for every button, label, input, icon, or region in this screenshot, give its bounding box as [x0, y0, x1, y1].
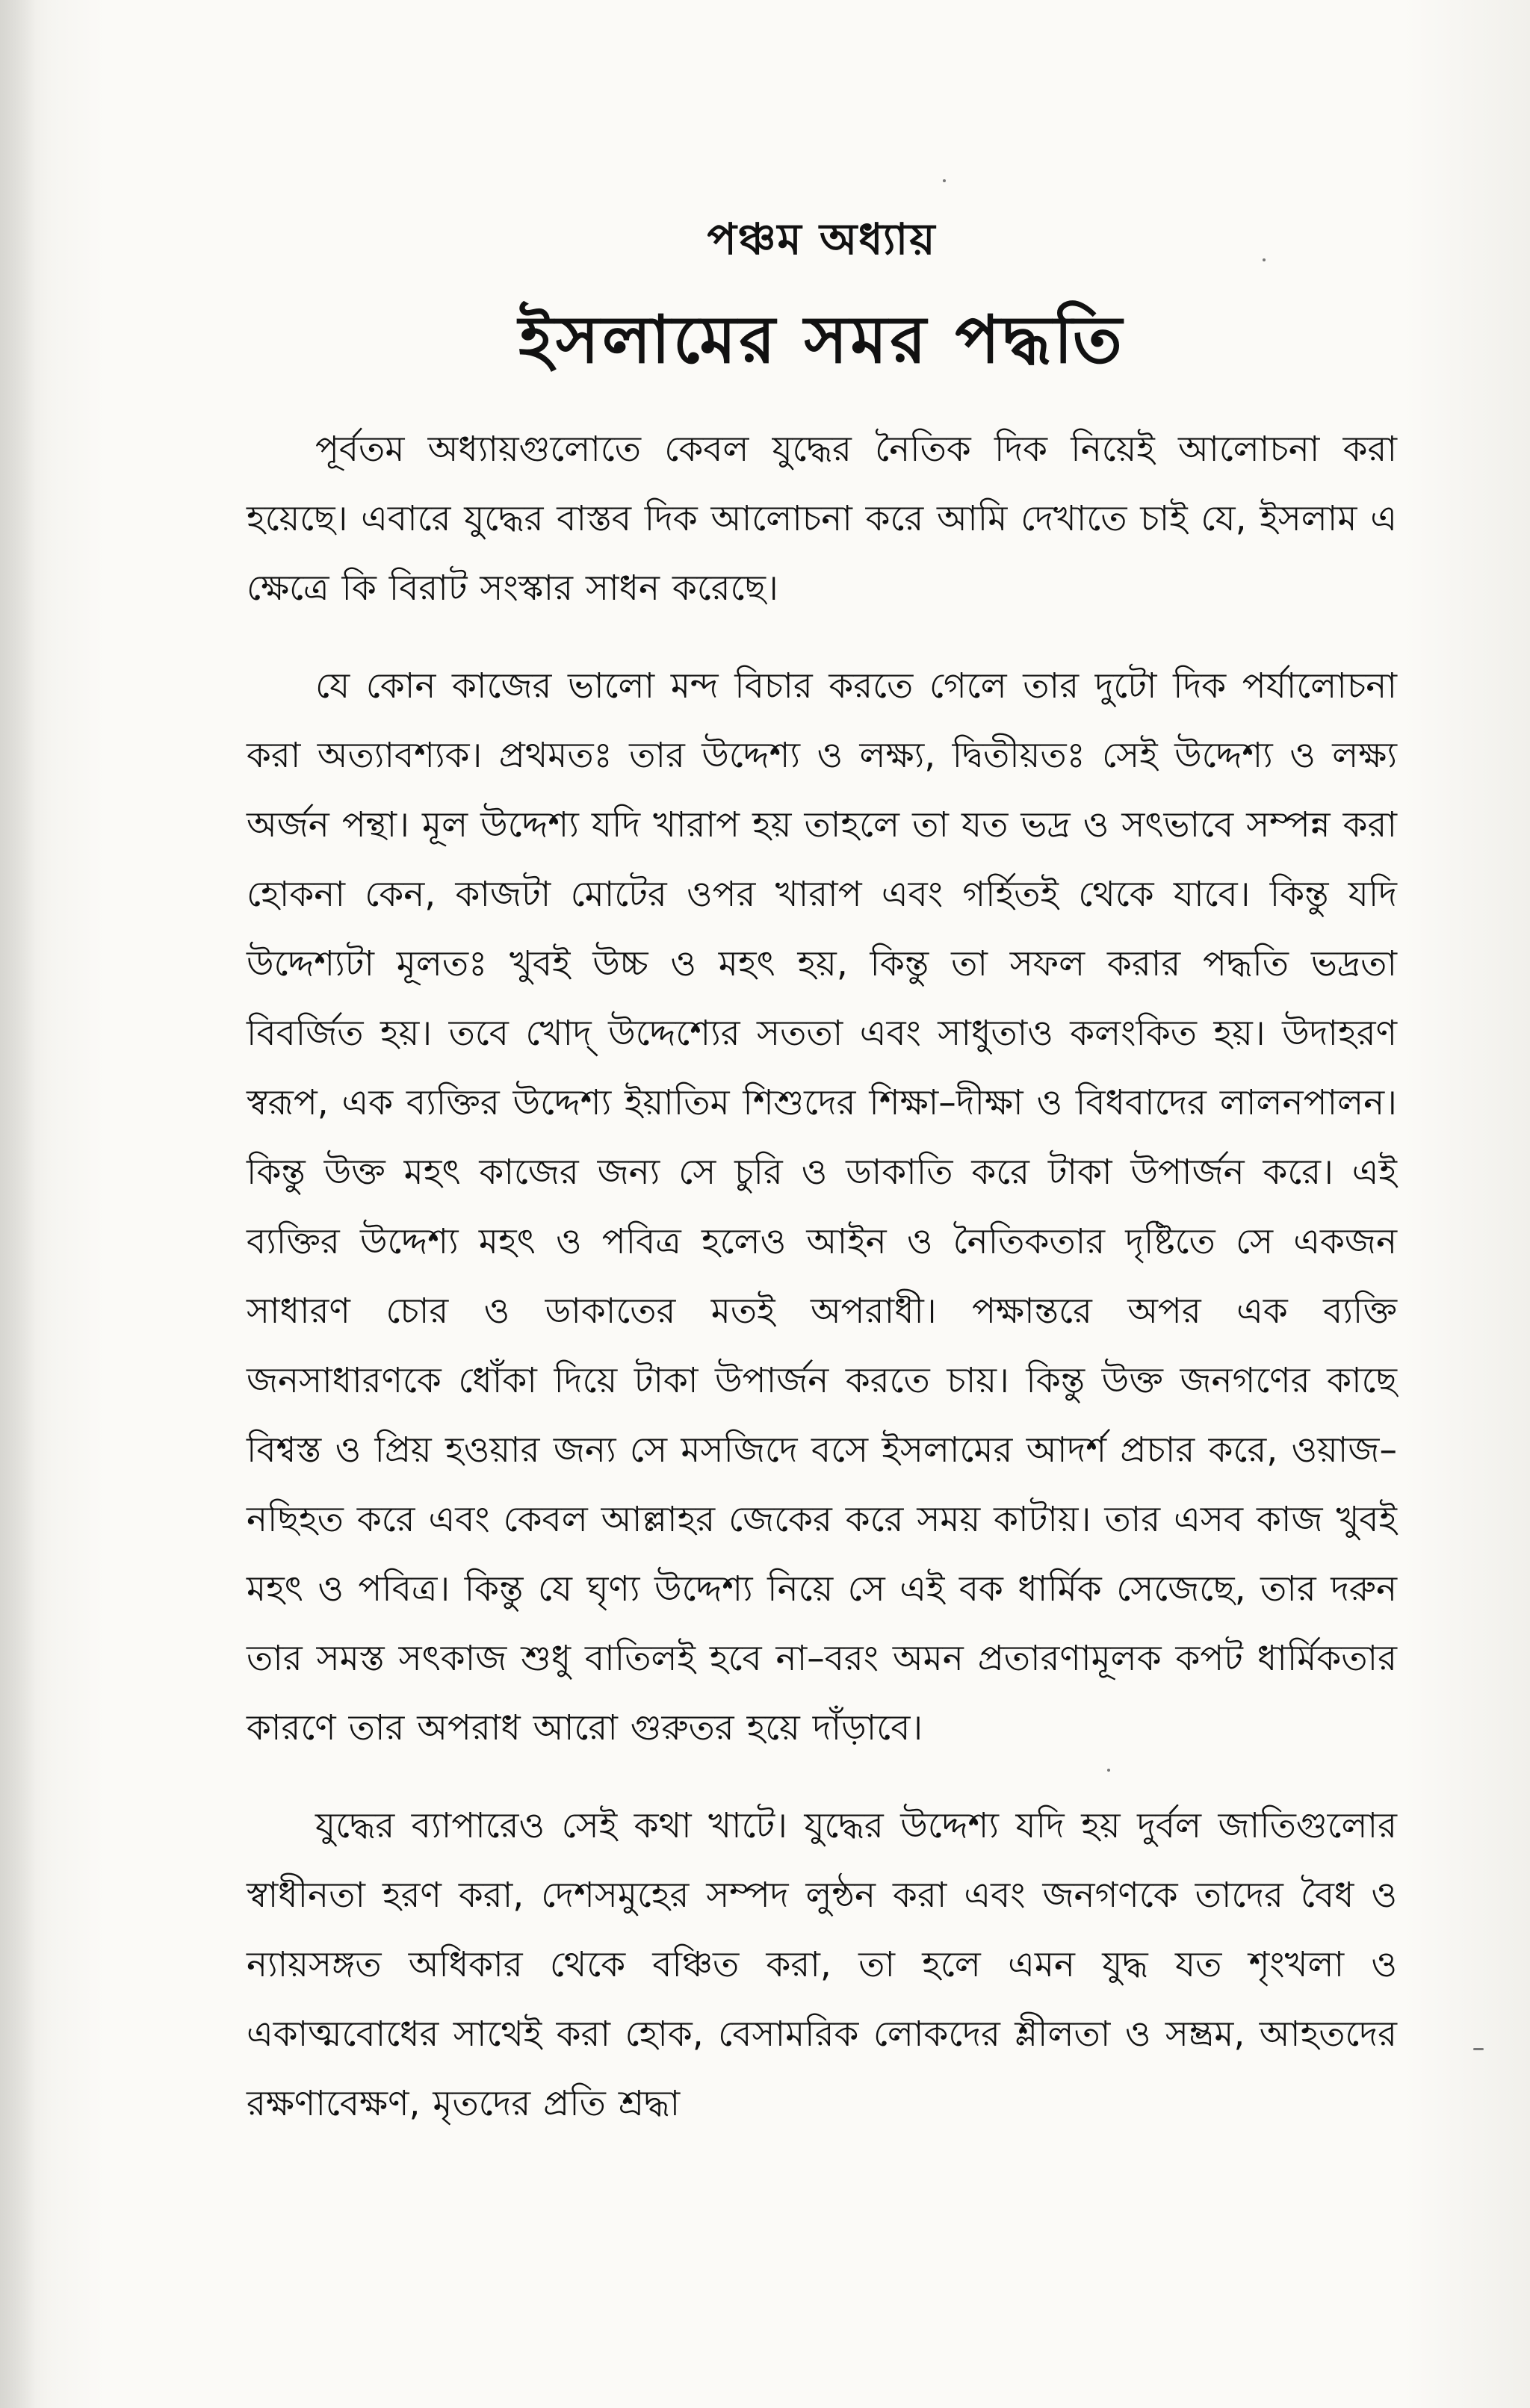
chapter-title: ইসলামের সমর পদ্ধতি	[518, 301, 1125, 378]
page-content	[247, 209, 1397, 2138]
chapter-label: পঞ্চম অধ্যায়	[707, 214, 937, 264]
paragraph-2: যে কোন কাজের ভালো মন্দ বিচার করতে গেলে তার দুটো দিক পর্যালোচনা করা অত্যাবশ্যক। প্রথমতঃ তার উদ্দেশ্য ও লক্ষ্য, দ্বিতীয়তঃ সেই উদ্দেশ্য ও লক্ষ্য অর্জন পন্থা। মূল উদ্দেশ্য যদি খারাপ হয় তাহলে তা যত ভদ্র ও সৎভাবে সম্পন্ন করা হোকনা কেন, কাজটা মোটের ওপর খারাপ এবং গর্হিতই থেকে যাবে। কিন্তু যদি উদ্দেশ্যটা মূলতঃ খুবই উচ্চ ও মহৎ হয়, কিন্তু তা সফল করার পদ্ধতি ভদ্রতা বিবর্জিত হয়। তবে খোদ্ উদ্দেশ্যের সততা এবং সাধুতাও কলংকিত হয়। উদাহরণ স্বরূপ, এক ব্যক্তির উদ্দেশ্য ইয়াতিম শিশুদের শিক্ষা–দীক্ষা ও বিধবাদের লালনপালন। কিন্তু উক্ত মহৎ কাজের জন্য সে চুরি ও ডাকাতি করে টাকা উপার্জন করে। এই ব্যক্তির উদ্দেশ্য মহৎ ও পবিত্র হলেও আইন ও নৈতিকতার দৃষ্টিতে সে একজন সাধারণ চোর ও ডাকাতের মতই অপরাধী। পক্ষান্তরে অপর এক ব্যক্তি জনসাধারণকে ধোঁকা দিয়ে টাকা উপার্জন করতে চায়। কিন্তু উক্ত জনগণের কাছে বিশ্বস্ত ও প্রিয় হওয়ার জন্য সে মসজিদে বসে ইসলামের আদর্শ প্রচার করে, ওয়াজ–নছিহত করে এবং কেবল আল্লাহর জেকের করে সময় কাটায়। তার এসব কাজ খুবই মহৎ ও পবিত্র। কিন্তু যে ঘৃণ্য উদ্দেশ্য নিয়ে সে এই বক ধার্মিক সেজেছে, তার দরুন তার সমস্ত সৎকাজ শুধু বাতিলই হবে না–বরং অমন প্রতারণামূলক কপট ধার্মিকতার কারণে তার অপরাধ আরো গুরুতর হয়ে দাঁড়াবে।	[247, 665, 1397, 1748]
paragraph-1: পূর্বতম অধ্যায়গুলোতে কেবল যুদ্ধের নৈতিক দিক নিয়েই আলোচনা করা হয়েছে। এবারে যুদ্ধের বাস্তব দিক আলোচনা করে আমি দেখাতে চাই যে, ইসলাম এ ক্ষেত্রে কি বিরাট সংস্কার সাধন করেছে।	[247, 429, 1397, 609]
page-gutter-shadow	[0, 0, 36, 2408]
paragraph-3: যুদ্ধের ব্যাপারেও সেই কথা খাটে। যুদ্ধের উদ্দেশ্য যদি হয় দুর্বল জাতিগুলোর স্বাধীনতা হরণ করা, দেশসমুহের সম্পদ লুন্ঠন করা এবং জনগণকে তাদের বৈধ ও ন্যায়সঙ্গত অধিকার থেকে বঞ্চিত করা, তা হলে এমন যুদ্ধ যত শৃংখলা ও একাত্মবোধের সাথেই করা হোক, বেসামরিক লোকদের শ্লীলতা ও সম্ভ্রম, আহতদের রক্ষণাবেক্ষণ, মৃতদের প্রতি শ্রদ্ধা	[247, 1805, 1397, 2124]
scan-speck	[1107, 1769, 1110, 1772]
scan-speck	[1263, 258, 1266, 261]
scan-speck	[943, 179, 946, 182]
scan-speck	[1473, 2048, 1484, 2050]
